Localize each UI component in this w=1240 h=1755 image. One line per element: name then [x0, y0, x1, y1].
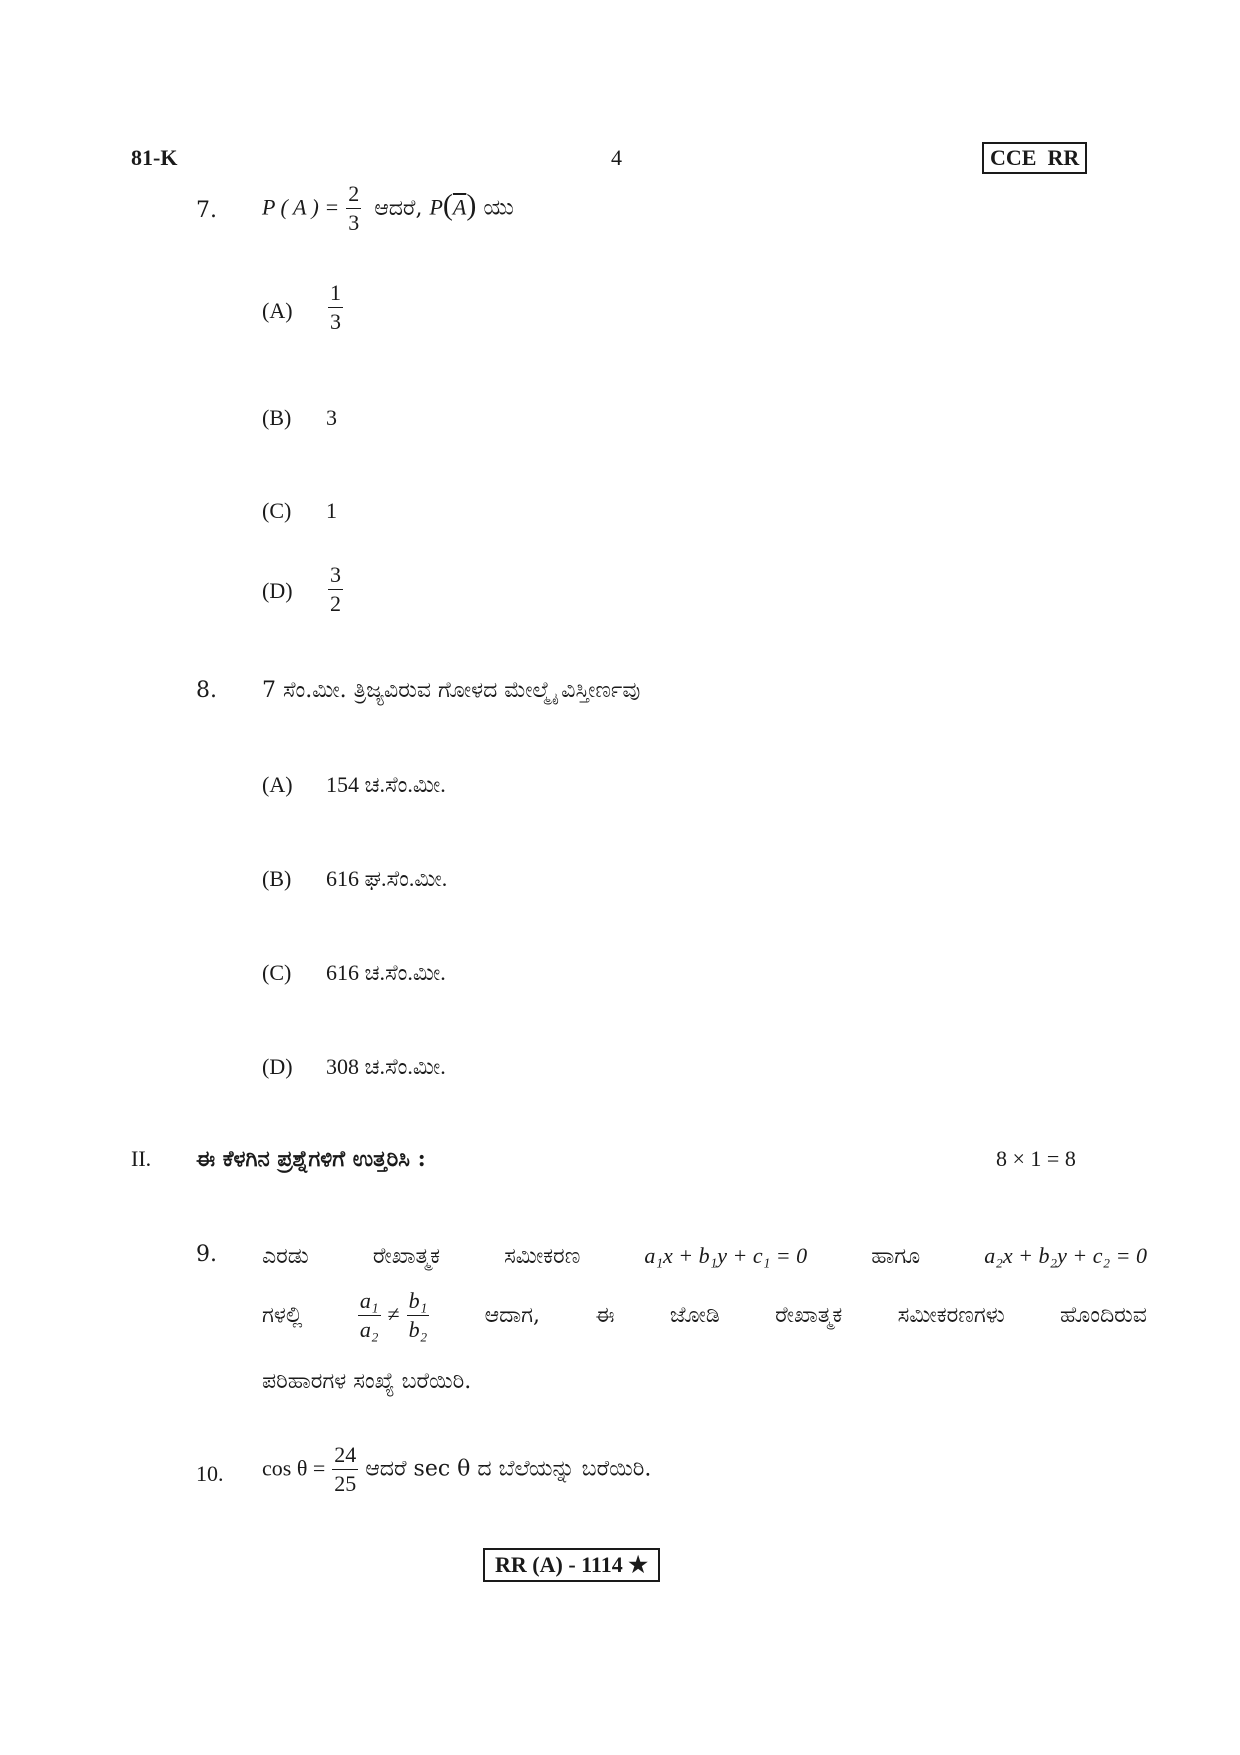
q7-option-d-value[interactable]: $\frac{3}{2}$ — [330, 562, 341, 616]
q7-option-b-value[interactable]: 3 — [326, 405, 337, 430]
q8-option-d-label[interactable]: (D) — [262, 1054, 293, 1079]
q10-tail: ಆದರೆ sec θ ದ ಬೆಲೆಯನ್ನು ಬರೆಯಿರಿ. — [365, 1456, 652, 1482]
q8-option-c-label[interactable]: (C) — [262, 960, 292, 985]
q8-option-b-value[interactable]: 616 ಘ.ಸೆಂ.ಮೀ. — [326, 866, 448, 891]
q8-option-b-label[interactable]: (B) — [262, 866, 292, 891]
q7-option-b-label[interactable]: (B) — [262, 405, 292, 430]
q9-equation-1: a₁x + b₁y + c₁ = 0 — [644, 1243, 808, 1268]
question-10-number: 10. — [196, 1461, 224, 1486]
question-7-stem: P ( A ) = $\frac{2}{3}$ ಆದರೆ, $P(\overline{A})$ ಯು — [262, 181, 514, 235]
footer-code: RR (A) - 1114 ★ — [483, 1548, 660, 1582]
question-9-number: 9. — [196, 1242, 217, 1267]
question-7-number: 7. — [196, 198, 217, 223]
q8-option-a-value[interactable]: 154 ಚ.ಸೆಂ.ಮೀ. — [326, 772, 446, 797]
q8-option-c-value[interactable]: 616 ಚ.ಸೆಂ.ಮೀ. — [326, 960, 446, 985]
section-2-roman: II. — [131, 1146, 152, 1171]
q7-p-label: P — [429, 194, 443, 220]
section-2-marks: 8 × 1 = 8 — [996, 1146, 1076, 1171]
q9-fraction-condition: $\frac{\text{a₁}}{\text{a₂}}$ ≠ $\frac{\text{b₁}}{\text{b₂}}$ — [359, 1287, 428, 1342]
page-number: 4 — [611, 145, 622, 170]
paper-code: 81-K — [131, 145, 178, 170]
question-8-number: 8. — [196, 678, 217, 703]
q7-a-bar: $\overline{A}$ — [452, 194, 467, 220]
question-9-line-1: ಎರಡು ರೇಖಾತ್ಮಕ ಸಮೀಕರಣ a₁x + b₁y + c₁ = 0 ಹಾಗೂ a₂x + b₂y + c₂ = 0 — [262, 1243, 1147, 1269]
section-2-title: ಈ ಕೆಳಗಿನ ಪ್ರಶ್ನೆಗಳಿಗೆ ಉತ್ತರಿಸಿ : — [196, 1146, 426, 1172]
question-9-line-3: ಪರಿಹಾರಗಳ ಸಂಖ್ಯೆ ಬರೆಯಿರಿ. — [262, 1369, 472, 1394]
q10-lhs: cos θ = — [262, 1455, 326, 1481]
q8-option-d-value[interactable]: 308 ಚ.ಸೆಂ.ಮೀ. — [326, 1054, 446, 1079]
question-8-stem: 7 ಸೆಂ.ಮೀ. ತ್ರಿಜ್ಯವಿರುವ ಗೋಳದ ಮೇಲ್ಮೈ ವಿಸ್ತೀರ್ಣವು — [262, 678, 641, 703]
q7-option-c-label[interactable]: (C) — [262, 498, 292, 523]
q10-fraction: $\frac{24}{25}$ — [334, 1442, 357, 1496]
q7-option-a-value[interactable]: $\frac{1}{3}$ — [330, 280, 341, 334]
q8-option-a-label[interactable]: (A) — [262, 772, 293, 797]
question-9-line-2: ಗಳಲ್ಲಿ $\frac{\text{a₁}}{\text{a₂}}$ ≠ $\frac{\text{b₁}}{\text{b₂}}$ ಆದಾಗ, ಈ ಜೋಡಿ ರೇಖಾತ್ಮಕ ಸಮೀಕರಣಗಳು ಹೊಂದಿರುವ — [262, 1287, 1147, 1342]
q7-option-d-label[interactable]: (D) — [262, 578, 293, 603]
q9-equation-2: a₂x + b₂y + c₂ = 0 — [984, 1243, 1147, 1268]
q7-lhs: P ( A ) = — [262, 194, 340, 220]
paper-tag: CCE RR — [982, 142, 1087, 174]
q7-option-c-value[interactable]: 1 — [326, 498, 337, 523]
q7-fraction: $\frac{2}{3}$ — [348, 181, 360, 235]
question-10-stem — [262, 1441, 651, 1498]
q7-mid-text: ಆದರೆ, — [374, 195, 423, 221]
q7-option-a-label[interactable]: (A) — [262, 298, 293, 323]
q7-tail: ಯು — [483, 195, 514, 221]
